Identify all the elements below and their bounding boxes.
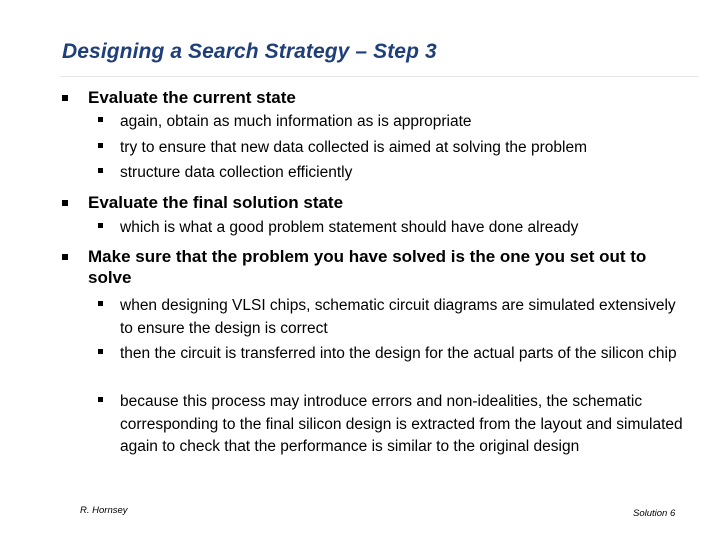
- sub-bullet-text: then the circuit is transferred into the design for the actual parts of the silicon chip: [120, 345, 677, 362]
- sub-bullet: [98, 111, 698, 134]
- footer-page: Solution 6: [633, 508, 676, 519]
- title-divider: [60, 76, 698, 77]
- sub-bullet-text: again, obtain as much information as is appropriate: [120, 113, 472, 130]
- sub-bullet-text: which is what a good problem statement should have done already: [120, 219, 579, 236]
- sub-bullet-text: try to ensure that new data collected is aimed at solving the problem: [120, 139, 587, 156]
- bullet-text: Evaluate the final solution state: [88, 193, 344, 212]
- square-bullet-icon: [98, 301, 103, 306]
- bullet-text: Evaluate the current state: [88, 88, 296, 107]
- sub-bullet-text: when designing VLSI chips, schematic circuit diagrams are simulated extensively to ensure the design is correct: [120, 297, 676, 337]
- bullet-evaluate-final-state: [62, 192, 702, 213]
- slide-title: Designing a Search Strategy – Step 3: [62, 40, 437, 63]
- square-bullet-icon: [98, 117, 103, 122]
- square-bullet-icon: [98, 223, 103, 228]
- sub-bullet-text: structure data collection efficiently: [120, 164, 353, 181]
- bullet-make-sure-solved: [62, 246, 692, 288]
- bullet-evaluate-current-state: [62, 87, 702, 108]
- sub-bullet-text: because this process may introduce errors and non-idealities, the schematic corresponding to the final silicon design is extracted from the layout and simulated again to check that the performance is similar to the original design: [120, 393, 683, 456]
- square-bullet-icon: [98, 143, 103, 148]
- bullet-text: Make sure that the problem you have solved is the one you set out to solve: [88, 247, 647, 287]
- square-bullet-icon: [98, 397, 103, 402]
- sub-bullet: [98, 343, 698, 366]
- sub-bullet: [98, 391, 698, 459]
- square-bullet-icon: [62, 95, 68, 101]
- sub-bullet: [98, 162, 698, 185]
- square-bullet-icon: [62, 254, 68, 260]
- sub-bullet: [98, 137, 698, 160]
- square-bullet-icon: [62, 200, 68, 206]
- footer-author: R. Hornsey: [80, 505, 128, 516]
- sub-bullet: [98, 217, 698, 240]
- square-bullet-icon: [98, 349, 103, 354]
- sub-bullet: [98, 295, 698, 340]
- square-bullet-icon: [98, 168, 103, 173]
